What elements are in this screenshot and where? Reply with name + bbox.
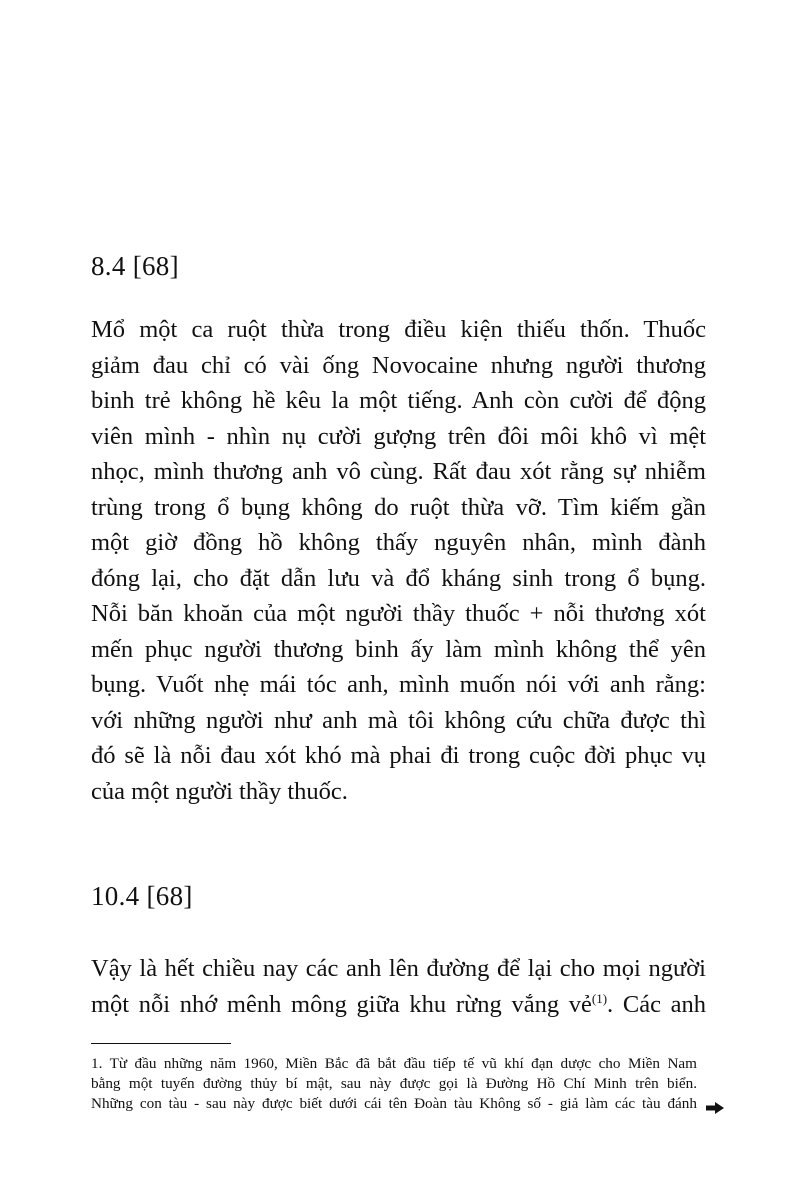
entry-paragraph-10-4: [91, 951, 706, 1022]
text-line: Vậy là hết chiều nay các anh lên đường để lại cho mọi người: [91, 955, 706, 982]
footnote: [91, 1054, 697, 1114]
footnote-reference[interactable]: (1): [591, 990, 608, 1006]
text-line: bụng. Vuốt nhẹ mái tóc anh, mình muốn nói với anh rằng:: [91, 671, 706, 698]
text-line: binh trẻ không hề kêu la một tiếng. Anh còn cười để động: [91, 387, 706, 414]
entry-heading-8-4: 8.4 [68]: [91, 251, 179, 281]
text-line-with-footnote: [91, 987, 706, 1023]
text-line: đó sẽ là nỗi đau xót khó mà phai đi trong cuộc đời phục vụ: [91, 742, 706, 769]
text-line: với những người như anh mà tôi không cứu chữa được thì: [91, 706, 706, 734]
text-line: giảm đau chỉ có vài ống Novocaine nhưng người thương: [91, 351, 706, 379]
text-segment: một nỗi nhớ mênh mông giữa khu rừng vắng vẻ: [91, 990, 592, 1018]
text-line: Nỗi băn khoăn của một người thầy thuốc + nỗi thương xót: [91, 600, 706, 627]
footnote-line: bằng một tuyến đường thủy bí mật, sau này được gọi là Đường Hồ Chí Minh trên biển.: [91, 1075, 697, 1092]
text-line: Mổ một ca ruột thừa trong điều kiện thiếu thốn. Thuốc: [91, 316, 706, 343]
text-line: đóng lại, cho đặt dẫn lưu và đổ kháng sinh trong ổ bụng.: [91, 564, 706, 592]
text-line: viên mình - nhìn nụ cười gượng trên đôi môi khô vì mệt: [91, 422, 706, 450]
text-line: mến phục người thương binh ấy làm mình không thể yên: [91, 635, 706, 663]
text-line: trùng trong ổ bụng không do ruột thừa vỡ. Tìm kiếm gần: [91, 493, 706, 521]
text-line: nhọc, mình thương anh vô cùng. Rất đau xót rằng sự nhiễm: [91, 458, 706, 485]
text-line: một giờ đồng hồ không thấy nguyên nhân, mình đành: [91, 529, 706, 556]
footnote-line: 1. Từ đầu những năm 1960, Miền Bắc đã bắt đầu tiếp tế vũ khí đạn dược cho Miền Nam: [91, 1055, 697, 1072]
footnote-divider: [91, 1043, 231, 1044]
entry-heading-10-4: 10.4 [68]: [91, 881, 193, 911]
text-line: của một người thầy thuốc.: [91, 777, 348, 805]
footnote-line: Những con tàu - sau này được biết dưới cái tên Đoàn tàu Không số - giả làm các tàu đánh: [91, 1095, 697, 1112]
entry-paragraph-8-4: [91, 312, 706, 809]
text-segment: . Các anh: [607, 990, 706, 1018]
right-arrow-icon: [706, 1102, 724, 1114]
